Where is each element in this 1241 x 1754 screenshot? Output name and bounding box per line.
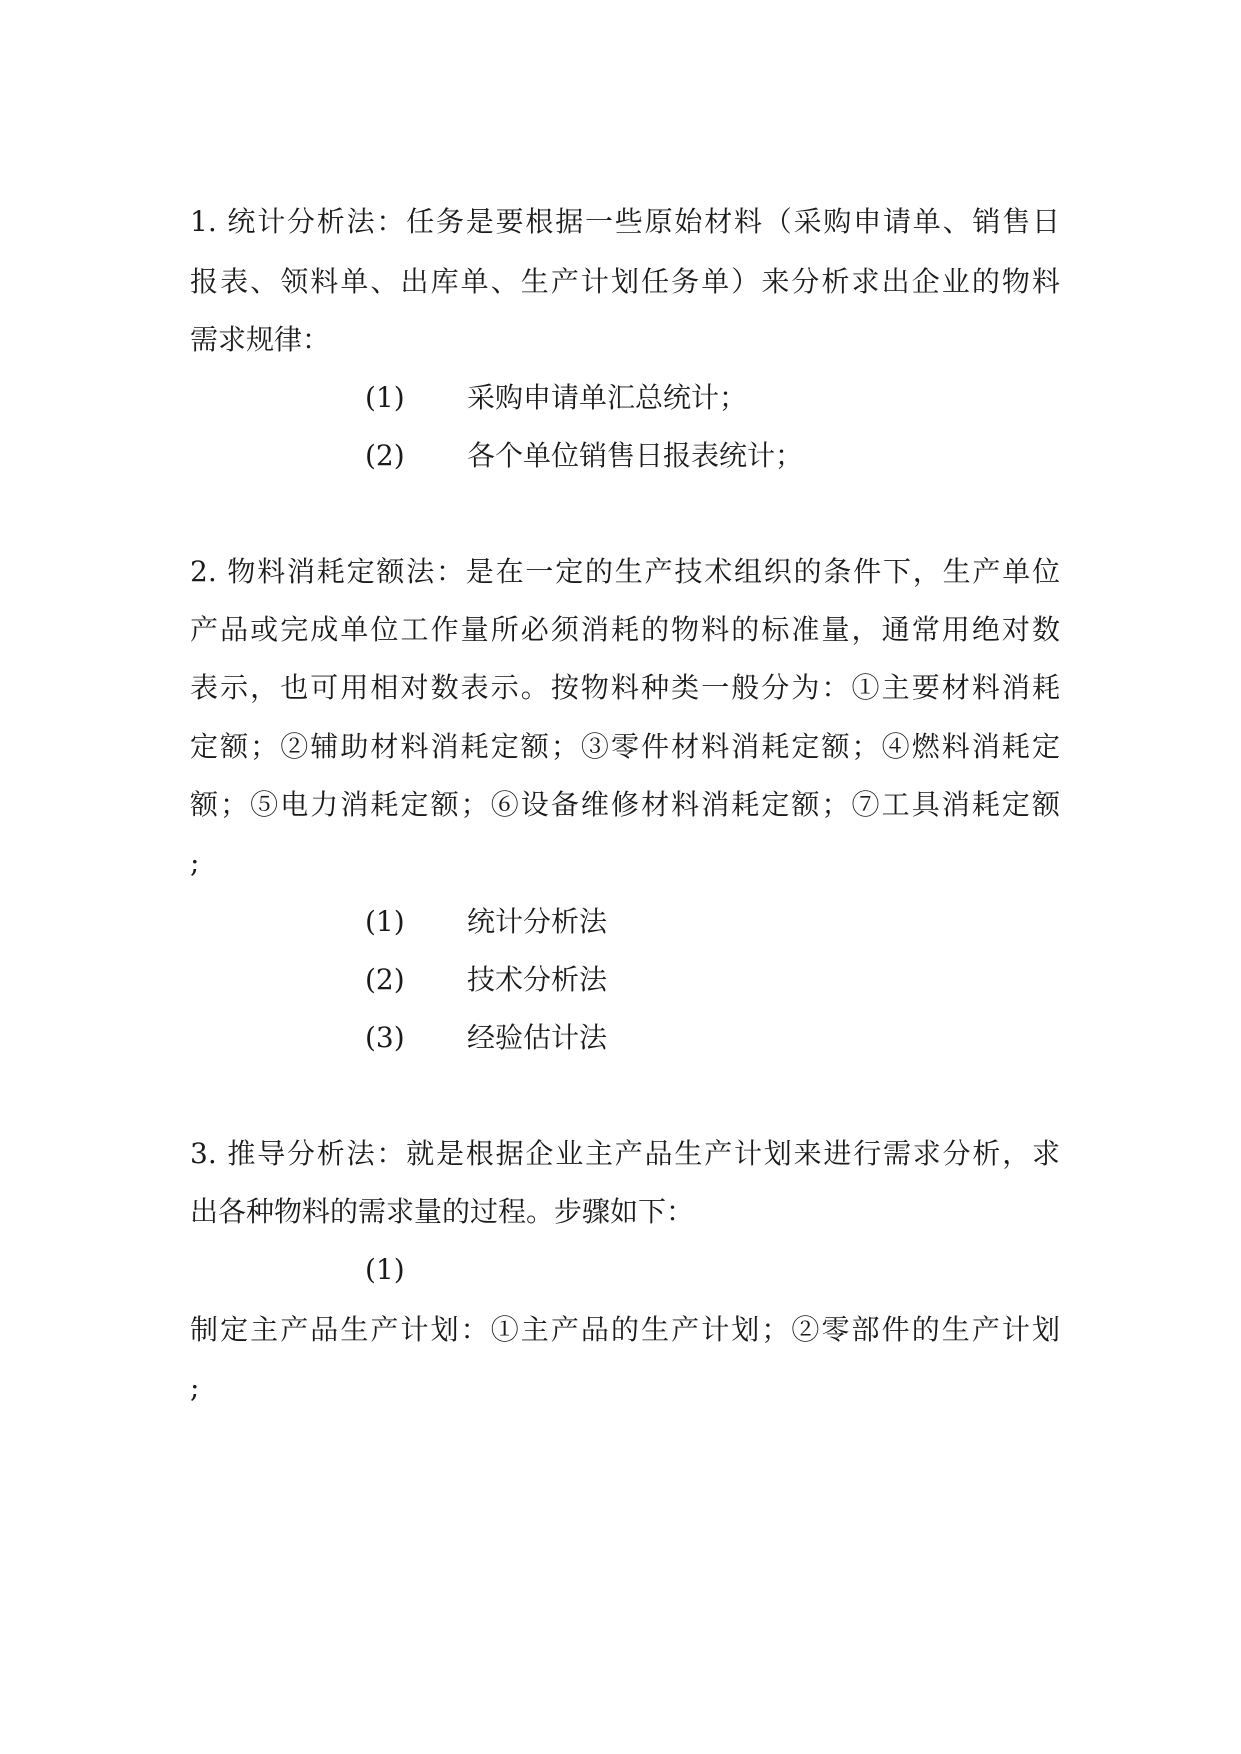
section1-item-2-text: 各个单位销售日报表统计； bbox=[467, 439, 804, 472]
section2-line-3: 表示，也可用相对数表示。按物料种类一般分为：①主要材料消耗 bbox=[190, 671, 1060, 704]
section1-line-2: 报表、领料单、出库单、生产计划任务单）来分析求出企业的物料 bbox=[190, 265, 1060, 298]
section3-line-2: 出各种物料的需求量的过程。步骤如下： bbox=[190, 1195, 695, 1228]
section2-line-2: 产品或完成单位工作量所必须消耗的物料的标准量，通常用绝对数 bbox=[190, 613, 1060, 646]
section1-line-3: 需求规律： bbox=[190, 323, 331, 356]
section3-after-line-1: 制定主产品生产计划：①主产品的生产计划；②零部件的生产计划 bbox=[190, 1313, 1060, 1346]
section2-line-1: 2. 物料消耗定额法：是在一定的生产技术组织的条件下，生产单位 bbox=[190, 555, 1060, 588]
section2-item-3-number: (3) bbox=[365, 1021, 405, 1054]
section3-line-1: 3. 推导分析法：就是根据企业主产品生产计划来进行需求分析，求 bbox=[190, 1137, 1060, 1170]
section2-line-5: 额；⑤电力消耗定额；⑥设备维修材料消耗定额；⑦工具消耗定额 bbox=[190, 788, 1060, 821]
section2-item-1-number: (1) bbox=[365, 905, 405, 938]
section1-item-2-number: (2) bbox=[365, 439, 405, 472]
section1-item-1-number: (1) bbox=[365, 381, 405, 414]
section1-line-1: 1. 统计分析法：任务是要根据一些原始材料（采购申请单、销售日 bbox=[190, 205, 1060, 238]
section3-after-line-2: ; bbox=[190, 1371, 200, 1404]
section2-item-2-text: 技术分析法 bbox=[467, 963, 608, 996]
section2-item-2-number: (2) bbox=[365, 963, 405, 996]
section1-item-1-text: 采购申请单汇总统计； bbox=[467, 381, 748, 414]
section2-line-6: ; bbox=[190, 846, 200, 879]
section2-item-3-text: 经验估计法 bbox=[467, 1021, 608, 1054]
section2-line-4: 定额；②辅助材料消耗定额；③零件材料消耗定额；④燃料消耗定 bbox=[190, 730, 1060, 763]
section2-item-1-text: 统计分析法 bbox=[467, 905, 608, 938]
section3-item-1-number: (1) bbox=[365, 1253, 405, 1286]
